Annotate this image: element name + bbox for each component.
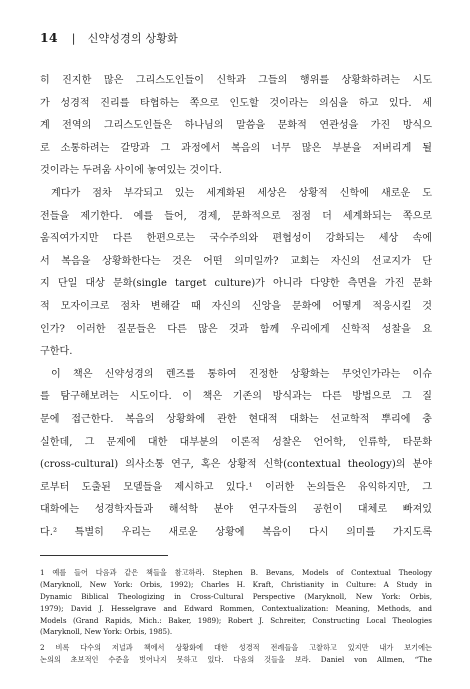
text-line: 로부터 도출된 모델들을 제시하고 있다.¹ 이러한 논의들은 유익하지만, 그 bbox=[40, 481, 432, 493]
page-number: 14 bbox=[40, 30, 58, 45]
text-line: 가 성경적 진리를 타협하는 쪽으로 인도할 것이라는 의심을 하고 있다. 세 bbox=[40, 97, 432, 109]
text-line: 적 모자이크로 점차 변해갈 때 자신의 신앙을 문화에 어떻게 적응시킬 것 bbox=[40, 300, 432, 312]
text-line: 지 단일 대상 문화(single target culture)가 아니라 다양한 측면을 가진 문화 bbox=[40, 278, 432, 290]
footnote-line: (Maryknoll, New York: Orbis, 1985). bbox=[40, 627, 173, 637]
footnote-line: 1 예를 들어 다음과 같은 책들을 참고하라. Stephen B. Bevans, Models of Contextual Theology bbox=[40, 568, 432, 577]
header-separator: | bbox=[71, 32, 76, 45]
footnote-line: 1979); David J. Hesselgrave and Edward Rommen, Contextualization: Meaning, Methods, and bbox=[40, 603, 432, 613]
text-line: 대화에는 성경학자들과 해석학 분야 연구자들의 공헌이 대체로 빠져있 bbox=[40, 504, 432, 516]
footnote-rule bbox=[40, 555, 168, 556]
running-head bbox=[40, 30, 178, 46]
text-line: 다.² 특별히 우리는 새로운 상황에 복음이 다시 의미를 가지도록 bbox=[40, 526, 432, 538]
text-line: 로 소통하려는 갈망과 그 과정에서 복음의 너무 많은 부분을 저버리게 될 bbox=[40, 142, 432, 154]
footnote-line: Dynamic Biblical Theologizing in Cross-Cultural Perspective (Maryknoll, New York: Orbis, bbox=[40, 591, 432, 601]
text-line: 를 탐구해보려는 시도이다. 이 책은 기존의 방식과는 다른 방법으로 그 질 bbox=[40, 391, 432, 403]
book-title: 신약성경의 상황화 bbox=[87, 32, 179, 45]
text-line: 인가? 이러한 질문들은 다른 많은 것과 함께 우리에게 신학적 성찰을 요 bbox=[40, 323, 432, 335]
footnote-line: Models (Grand Rapids, Mich.: Baker, 1989); Robert J. Schreiter, Constructing Local Theologies bbox=[40, 615, 432, 625]
text-line: 계 전역의 그리스도인들은 하나님의 말씀을 문화적 연관성을 가진 방식으 bbox=[40, 120, 432, 132]
text-line: (cross-cultural) 의사소통 연구, 혹은 상황적 신학(contextual theology)의 분야 bbox=[40, 459, 432, 471]
text-line: 실한데, 그 문제에 대한 대부분의 이론적 성찰은 언어학, 인류학, 타문화 bbox=[40, 436, 432, 448]
text-line: 구한다. bbox=[40, 346, 73, 358]
text-line: 문에 접근한다. 복음의 상황화에 관한 현대적 대화는 선교학적 뿌리에 충 bbox=[40, 413, 432, 425]
text-line: 서 복음을 상황화한다는 것은 어떤 의미일까? 교회는 자신의 선교지가 단 bbox=[40, 255, 432, 267]
text-line: 것이라는 두려움 사이에 놓여있는 것이다. bbox=[40, 165, 222, 177]
text-line: 전들을 제기한다. 예를 들어, 경제, 문화적으로 점점 더 세계화되는 쪽으로 bbox=[40, 210, 432, 222]
main-text bbox=[40, 70, 432, 544]
footnote-line: 2 비록 다수의 저널과 책에서 상황화에 대한 성경적 전례들을 고찰하고 있지만 내가 보기에는 bbox=[40, 643, 432, 653]
footnote-line: 논의의 초보적인 수준을 벗어나지 못하고 있다. 다음의 것들을 보라. Daniel von Allmen, “The bbox=[40, 655, 432, 665]
footnotes bbox=[40, 567, 432, 666]
text-line: 이 책은 신약성경의 렌즈를 통하여 진정한 상황화는 무엇인가라는 이슈 bbox=[51, 368, 432, 380]
text-line: 히 진지한 많은 그리스도인들이 신학과 그들의 행위를 상황화하려는 시도 bbox=[40, 75, 432, 86]
text-line: 움직여가지만 다른 한편으로는 국수주의와 편협성이 강화되는 세상 속에 bbox=[40, 233, 432, 245]
footnote-line: (Maryknoll, New York: Orbis, 1992); Charles H. Kraft, Christianity in Culture: A Study in bbox=[40, 579, 432, 589]
text-line: 계다가 점차 부각되고 있는 세계화된 세상은 상황적 신학에 새로운 도 bbox=[51, 187, 432, 199]
